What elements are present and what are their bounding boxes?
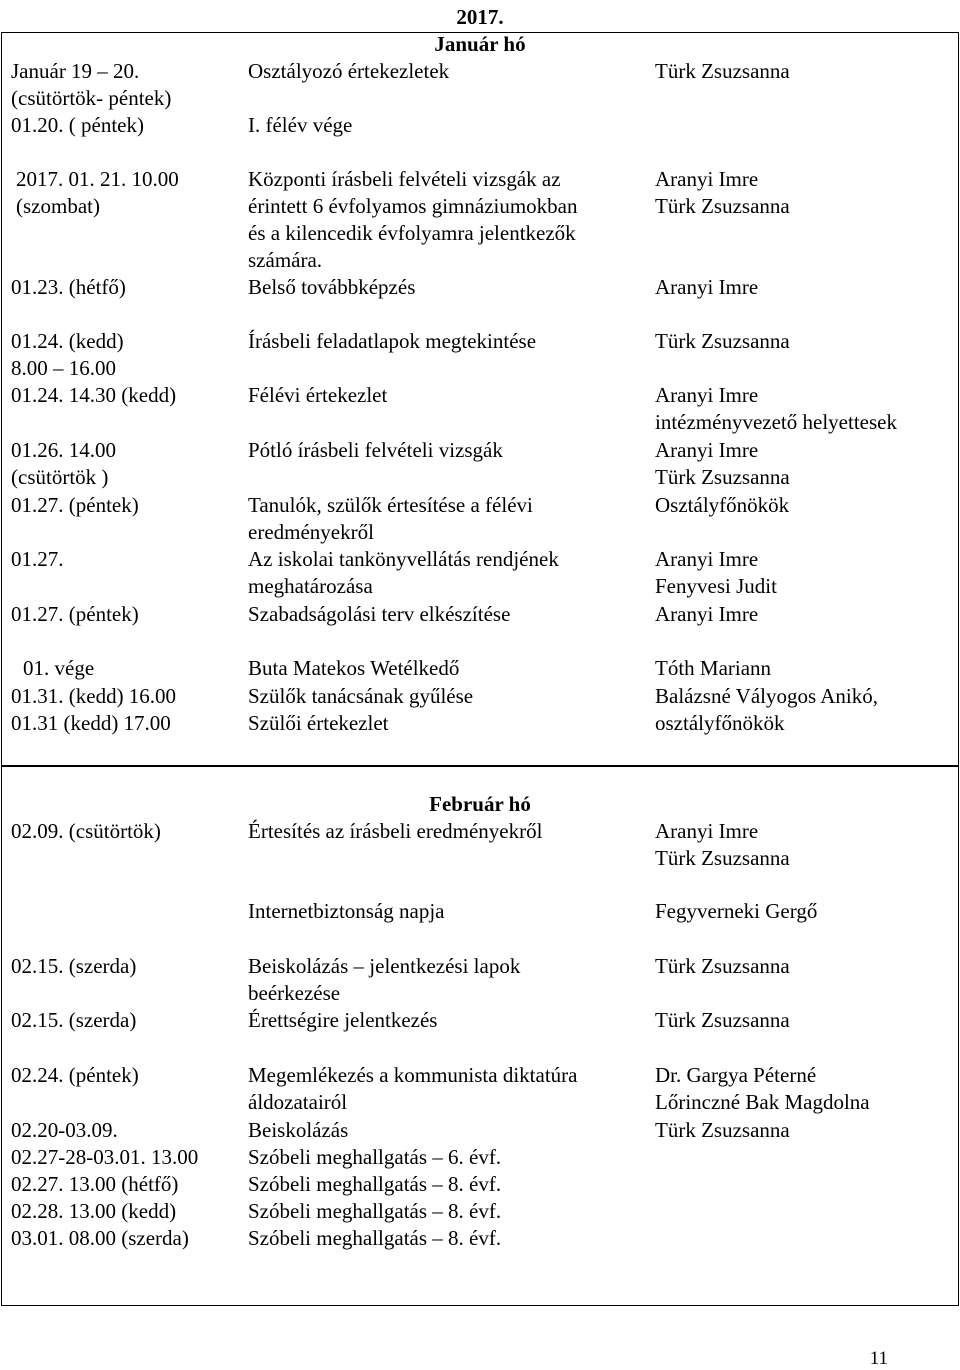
row-event: Internetbiztonság napja: [248, 899, 445, 923]
row-date: 01.27. (péntek): [11, 493, 139, 517]
row-person: osztályfőnökök: [655, 711, 785, 735]
row-person: Türk Zsuzsanna: [655, 846, 790, 870]
row-person: Tóth Mariann: [655, 656, 772, 680]
row-person: Aranyi Imre: [655, 383, 759, 407]
row-event: Szülők tanácsának gyűlése: [248, 684, 474, 708]
row-person: Balázsné Vályogos Anikó,: [655, 684, 879, 708]
row-person: Aranyi Imre: [655, 275, 759, 299]
row-event: Szóbeli meghallgatás – 8. évf.: [248, 1172, 502, 1196]
row-date: 2017. 01. 21. 10.00: [16, 167, 179, 191]
row-event: Értesítés az írásbeli eredményekről: [248, 819, 543, 843]
row-event: Pótló írásbeli felvételi vizsgák: [248, 438, 503, 462]
row-person: Türk Zsuzsanna: [655, 329, 790, 353]
row-event: számára.: [248, 248, 323, 272]
row-event: és a kilencedik évfolyamra jelentkezők: [248, 221, 576, 245]
row-date: 02.24. (péntek): [11, 1063, 139, 1087]
row-person: intézményvezető helyettesek: [655, 410, 897, 434]
row-event: Szóbeli meghallgatás – 6. évf.: [248, 1145, 502, 1169]
row-event: Tanulók, szülők értesítése a félévi: [248, 493, 533, 517]
row-date: 01.24. 14.30 (kedd): [11, 383, 177, 407]
january-heading: Január hó: [434, 32, 526, 56]
row-date: 03.01. 08.00 (szerda): [11, 1226, 189, 1250]
row-event: I. félév vége: [248, 113, 353, 137]
row-event: Az iskolai tankönyvellátás rendjének: [248, 547, 559, 571]
row-person: Türk Zsuzsanna: [655, 954, 790, 978]
february-heading: Február hó: [429, 792, 531, 816]
row-date: 02.28. 13.00 (kedd): [11, 1199, 177, 1223]
row-person: Osztályfőnökök: [655, 493, 790, 517]
row-date: 01.23. (hétfő): [11, 275, 126, 299]
row-event: Központi írásbeli felvételi vizsgák az: [248, 167, 561, 191]
row-date: 01. vége: [23, 656, 95, 680]
row-date: 02.09. (csütörtök): [11, 819, 161, 843]
row-person: Aranyi Imre: [655, 547, 759, 571]
row-event: Beiskolázás: [248, 1118, 349, 1142]
row-event: beérkezése: [248, 981, 341, 1005]
row-date: 02.20-03.09.: [11, 1118, 118, 1142]
row-date: 01.20. ( péntek): [11, 113, 144, 137]
row-event: Érettségire jelentkezés: [248, 1008, 438, 1032]
row-event: Szülői értekezlet: [248, 711, 389, 735]
row-date: 01.26. 14.00: [11, 438, 116, 462]
row-date: 01.27.: [11, 547, 64, 571]
row-person: Fegyverneki Gergő: [655, 899, 818, 923]
row-event: Megemlékezés a kommunista diktatúra: [248, 1063, 578, 1087]
row-date: Január 19 – 20.: [11, 59, 140, 83]
row-person: Türk Zsuzsanna: [655, 1008, 790, 1032]
page-number: 11: [869, 1348, 888, 1369]
row-date: (szombat): [16, 194, 100, 218]
row-date: 01.24. (kedd): [11, 329, 124, 353]
row-event: Írásbeli feladatlapok megtekintése: [248, 329, 537, 353]
row-person: Aranyi Imre: [655, 819, 759, 843]
row-person: Türk Zsuzsanna: [655, 59, 790, 83]
row-date: 01.31. (kedd) 16.00: [11, 684, 177, 708]
row-person: Türk Zsuzsanna: [655, 1118, 790, 1142]
row-person: Aranyi Imre: [655, 167, 759, 191]
row-person: Türk Zsuzsanna: [655, 194, 790, 218]
row-event: Belső továbbképzés: [248, 275, 416, 299]
row-event: érintett 6 évfolyamos gimnáziumokban: [248, 194, 578, 218]
row-event: Osztályozó értekezletek: [248, 59, 450, 83]
row-event: Szóbeli meghallgatás – 8. évf.: [248, 1226, 502, 1250]
row-person: Lőrinczné Bak Magdolna: [655, 1090, 870, 1114]
row-event: meghatározása: [248, 574, 373, 598]
row-person: Aranyi Imre: [655, 438, 759, 462]
row-date: 02.15. (szerda): [11, 1008, 137, 1032]
row-event: Szóbeli meghallgatás – 8. évf.: [248, 1199, 502, 1223]
row-date: 02.27-28-03.01. 13.00: [11, 1145, 199, 1169]
row-event: áldozatairól: [248, 1090, 348, 1114]
row-person: Fenyvesi Judit: [655, 574, 777, 598]
row-person: Türk Zsuzsanna: [655, 465, 790, 489]
row-event: Félévi értekezlet: [248, 383, 388, 407]
row-date: (csütörtök ): [11, 465, 109, 489]
row-date: (csütörtök- péntek): [11, 86, 172, 110]
row-event: Buta Matekos Wetélkedő: [248, 656, 460, 680]
row-person: Aranyi Imre: [655, 602, 759, 626]
year-heading: 2017.: [456, 5, 504, 29]
row-date: 02.27. 13.00 (hétfő): [11, 1172, 179, 1196]
row-date: 02.15. (szerda): [11, 954, 137, 978]
row-date: 01.31 (kedd) 17.00: [11, 711, 171, 735]
row-event: eredményekről: [248, 520, 374, 544]
row-date: 01.27. (péntek): [11, 602, 139, 626]
row-event: Beiskolázás – jelentkezési lapok: [248, 954, 521, 978]
row-event: Szabadságolási terv elkészítése: [248, 602, 511, 626]
row-date: 8.00 – 16.00: [11, 356, 116, 380]
row-person: Dr. Gargya Péterné: [655, 1063, 817, 1087]
